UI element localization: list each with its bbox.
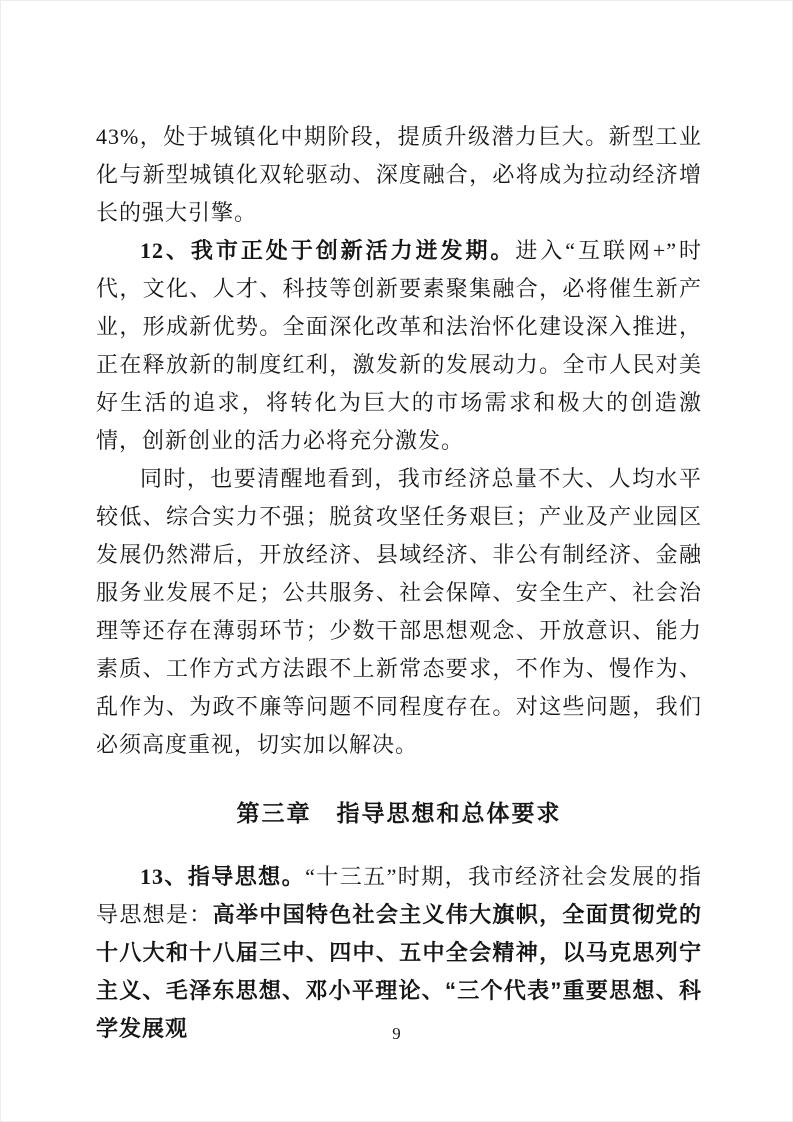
paragraph-12-innovation-vitality: [96, 232, 702, 460]
guiding-thought-emphasis-run: 高举中国特色社会主义伟大旗帜，全面贯彻党的十八大和十八届三中、四中、五中全会精神，以马克思列宁主义、毛泽东思想、邓小平理论、“三个代表”重要思想、科学发展观: [96, 902, 702, 1041]
body-text-run: “十三五”时期，我市经济社会发展的指导思想是：: [96, 864, 702, 927]
page-number: 9: [392, 1024, 401, 1043]
paragraph-challenges: [96, 460, 702, 764]
paragraph-lead-bold: 13、指导思想。: [140, 864, 306, 889]
page-footer: [0, 1022, 793, 1046]
paragraph-lead-bold: 12、我市正处于创新活力迸发期。: [140, 238, 516, 263]
body-text-run: 43%，处于城镇化中期阶段，提质升级潜力巨大。新型工业化与新型城镇化双轮驱动、深度融合，必将成为拉动经济增长的强大引擎。: [96, 124, 702, 225]
chapter-heading: 第三章 指导思想和总体要求: [236, 800, 562, 826]
body-text-run: 同时，也要清醒地看到，我市经济总量不大、人均水平较低、综合实力不强；脱贫攻坚任务艰巨；产业及产业园区发展仍然滞后，开放经济、县域经济、非公有制经济、金融服务业发展不足；公共服务、社会保障、安全生产、社会治理等还存在薄弱环节；少数干部思想观念、开放意识、能力素质、工作方式方法跟不上新常态要求，不作为、慢作为、乱作为、为政不廉等问题不同程度存在。对这些问题，我们必须高度重视，切实加以解决。: [96, 466, 702, 757]
paragraph-13-guiding-thought: [96, 858, 702, 1048]
paragraph-urbanization-continuation: [96, 118, 702, 232]
text-block: [96, 118, 702, 1048]
body-text-run: 进入“互联网+”时代，文化、人才、科技等创新要素聚集融合，必将催生新产业，形成新优势。全面深化改革和法治怀化建设深入推进，正在释放新的制度红利，激发新的发展动力。全市人民对美好生活的追求，将转化为巨大的市场需求和极大的创造激情，创新创业的活力必将充分激发。: [96, 238, 702, 453]
